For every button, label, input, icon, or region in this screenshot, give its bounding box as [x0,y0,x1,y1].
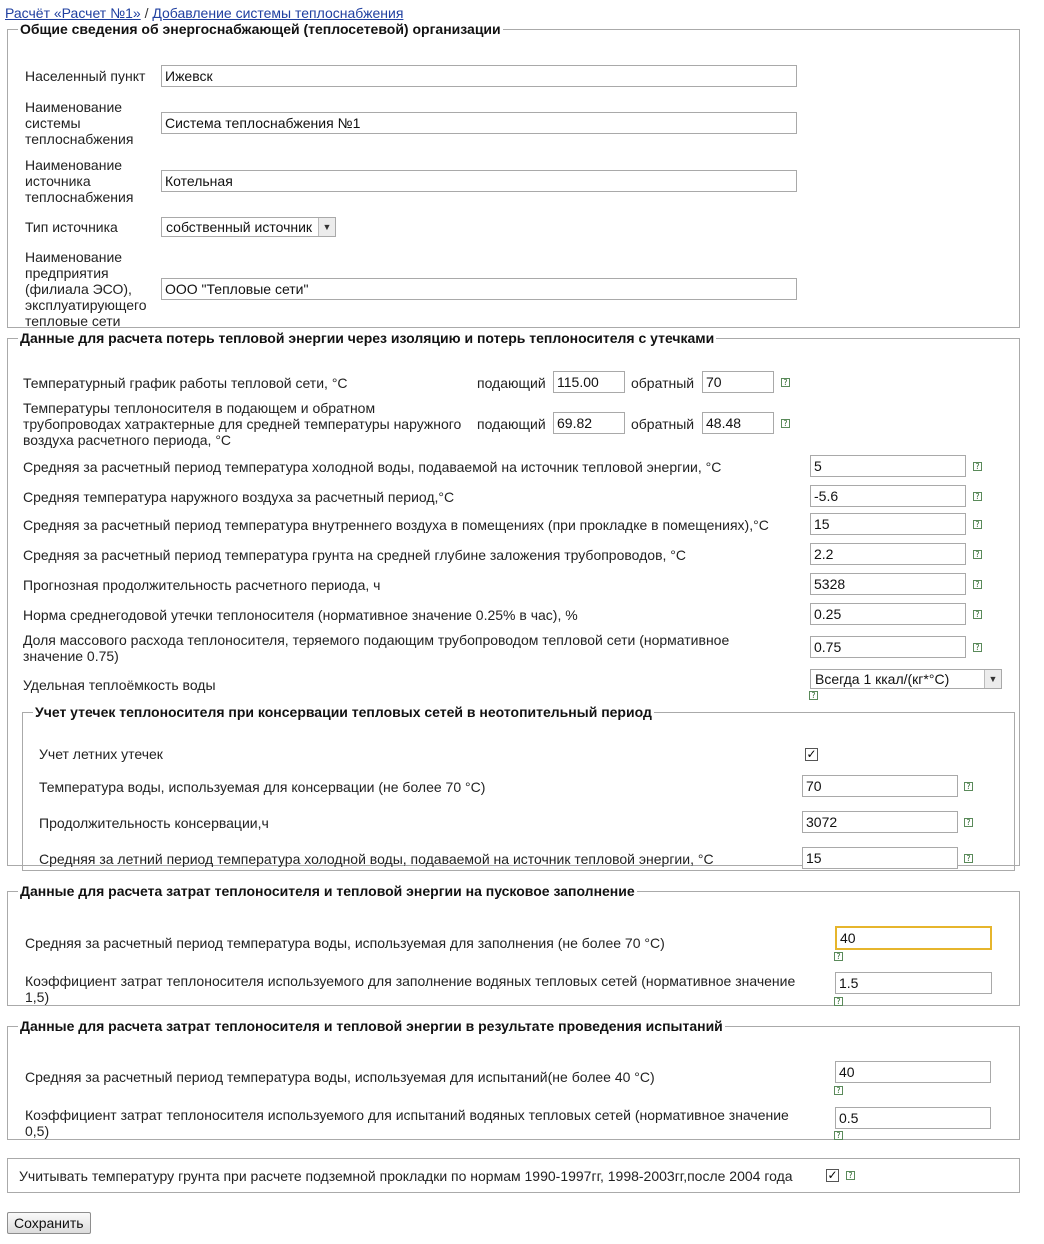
help-icon[interactable]: ? [973,492,982,501]
help-icon[interactable]: ? [964,854,973,863]
enterprise-label-line: Наименование [25,249,123,265]
enterprise-label-line: (филиала ЭСО), [25,281,132,297]
breadcrumb-calc-link[interactable]: Расчёт «Расчет №1» [5,5,141,21]
help-icon[interactable]: ? [846,1171,855,1180]
enterprise-label-line: тепловые сети [25,313,121,329]
fill-temp-label: Средняя за расчетный период температура воды, используемая для заполнения (не более 70 °С) [25,935,665,951]
losses-fieldset [7,330,1020,866]
source-name-label [25,157,133,205]
temp-schedule-return-label: обратный [631,375,695,391]
source-type-select[interactable] [161,217,336,237]
ground-temp-label: Средняя за расчетный период температура грунта на средней глубине заложения трубопроводов, °С [23,547,687,563]
enterprise-input[interactable] [161,278,797,300]
summer-cold-label: Средняя за летний период температура холодной воды, подаваемой на источник тепловой энергии, °С [39,851,714,867]
avg-temps-label-line: трубопроводах хатрактерные для средней температуры наружного [23,416,462,432]
help-icon[interactable]: ? [973,610,982,619]
system-name-label [25,99,133,147]
temp-schedule-supply-input[interactable] [553,371,625,393]
breadcrumb-page-link[interactable]: Добавление системы теплоснабжения [152,5,404,21]
help-icon[interactable]: ? [973,580,982,589]
help-icon[interactable]: ? [781,378,790,387]
tests-legend: Данные для расчета затрат теплоносителя и тепловой энергии в результате проведения испытаний [20,1018,723,1034]
help-icon[interactable]: ? [973,520,982,529]
ground-temp-input[interactable] [810,543,966,565]
mass-share-label-line: Доля массового расхода теплоносителя, теряемого подающим трубопроводом тепловой сети (нормативное [23,632,730,648]
source-type-label: Тип источника [25,219,118,235]
avg-temps-label [23,400,461,448]
system-name-label-line: Наименование [25,99,123,115]
enterprise-label-line: предприятия [25,265,109,281]
temp-schedule-return-input[interactable] [702,371,774,393]
help-icon[interactable]: ? [973,550,982,559]
fill-temp-input[interactable] [835,926,992,950]
fill-legend: Данные для расчета затрат теплоносителя и тепловой энергии на пусковое заполнение [20,883,635,899]
ground-norms-label: Учитывать температуру грунта при расчете подземной прокладки по нормам 1990-1997гг, 1998-2003гг,после 2004 года [19,1168,793,1184]
help-icon[interactable]: ? [964,782,973,791]
avg-temps-label-line: воздуха расчетного периода, °С [23,432,232,448]
summer-leaks-label: Учет летних утечек [39,746,163,762]
cold-water-input[interactable] [810,455,966,477]
conserv-duration-input[interactable] [802,811,958,833]
mass-share-label-line: значение 0.75) [23,648,119,664]
help-icon[interactable]: ? [834,997,843,1006]
ground-norms-checkbox[interactable]: ✓ [827,1168,838,1182]
settlement-label: Населенный пункт [25,68,146,84]
conserv-temp-input[interactable] [802,775,958,797]
chevron-down-icon[interactable]: ▼ [984,670,1001,688]
tests-fieldset [7,1018,1020,1140]
fill-coef-input[interactable] [835,972,992,994]
test-temp-label: Средняя за расчетный период температура воды, используемая для испытаний(не более 40 °С) [25,1069,655,1085]
source-name-label-line: Наименование [25,157,123,173]
help-icon[interactable]: ? [964,818,973,827]
system-name-label-line: теплоснабжения [25,131,134,147]
fill-coef-label-line: Коэффициент затрат теплоносителя используемого для заполнение водяных тепловых сетей (нормативное значение [25,973,796,989]
avg-temps-supply-label: подающий [477,416,546,432]
duration-label: Прогнозная продолжительность расчетного периода, ч [23,577,381,593]
source-name-label-line: источника [25,173,91,189]
org-legend: Общие сведения об энергоснабжающей (теплосетевой) организации [20,21,501,37]
help-icon[interactable]: ? [973,462,982,471]
test-temp-input[interactable] [835,1061,991,1083]
help-icon[interactable]: ? [834,952,843,961]
fill-coef-label-line: 1,5) [25,989,50,1005]
duration-input[interactable] [810,573,966,595]
help-icon[interactable]: ? [834,1131,843,1140]
outdoor-air-label: Средняя температура наружного воздуха за расчетный период,°С [23,489,455,505]
help-icon[interactable]: ? [781,419,790,428]
fill-fieldset [7,883,1020,1006]
outdoor-air-input[interactable] [810,485,966,507]
summer-cold-input[interactable] [802,847,958,869]
settlement-input[interactable] [161,65,797,87]
mass-share-label [23,632,729,664]
enterprise-label-line: эксплуатирующего [25,297,147,313]
losses-legend: Данные для расчета потерь тепловой энергии через изоляцию и потерь теплоносителя с утечками [20,330,715,346]
mass-share-input[interactable] [810,636,966,658]
conserv-duration-label: Продолжительность консервации,ч [39,815,269,831]
test-coef-label-line: 0,5) [25,1123,50,1139]
conserv-temp-label: Температура воды, используемая для консервации (не более 70 °С) [39,779,486,795]
system-name-label-line: системы [25,115,81,131]
leak-norm-label: Норма среднегодовой утечки теплоносителя (нормативное значение 0.25% в час), % [23,607,578,623]
heat-capacity-value: Всегда 1 ккал/(кг*°С) [815,671,950,687]
avg-temps-return-input[interactable] [702,412,774,434]
chevron-down-icon[interactable]: ▼ [318,218,335,236]
breadcrumb [5,4,403,22]
heat-capacity-label: Удельная теплоёмкость воды [23,677,216,693]
avg-temps-label-line: Температуры теплоносителя в подающем и обратном [23,400,376,416]
org-fieldset [7,21,1020,328]
breadcrumb-separator: / [144,5,149,21]
fill-coef-label [25,973,795,1005]
help-icon[interactable]: ? [973,643,982,652]
system-name-input[interactable] [161,112,797,134]
help-icon[interactable]: ? [809,691,818,700]
indoor-air-input[interactable] [810,513,966,535]
source-name-input[interactable] [161,170,797,192]
test-coef-label [25,1107,789,1139]
temp-schedule-supply-label: подающий [477,375,546,391]
avg-temps-supply-input[interactable] [553,412,625,434]
summer-leaks-fieldset [22,704,1015,871]
avg-temps-return-label: обратный [631,416,695,432]
temp-schedule-label: Температурный график работы тепловой сети, °С [23,375,348,391]
indoor-air-label: Средняя за расчетный период температура внутреннего воздуха в помещениях (при прокладке в помещениях),°С [23,517,769,533]
ground-norms-fieldset [7,1158,1020,1193]
summer-leaks-legend: Учет утечек теплоносителя при консервации тепловых сетей в неотопительный период [35,704,652,720]
test-coef-input[interactable] [835,1107,991,1129]
cold-water-label: Средняя за расчетный период температура холодной воды, подаваемой на источник тепловой энергии, °С [23,459,722,475]
enterprise-label [25,249,147,329]
leak-norm-input[interactable] [810,603,966,625]
source-name-label-line: теплоснабжения [25,189,134,205]
source-type-value: собственный источник [166,219,313,235]
help-icon[interactable]: ? [834,1086,843,1095]
heat-capacity-select[interactable] [810,669,1002,689]
save-button[interactable]: Сохранить [7,1212,91,1234]
summer-leaks-checkbox[interactable]: ✓ [806,747,817,761]
test-coef-label-line: Коэффициент затрат теплоносителя используемого для испытаний водяных тепловых сетей (нормативное значение [25,1107,789,1123]
